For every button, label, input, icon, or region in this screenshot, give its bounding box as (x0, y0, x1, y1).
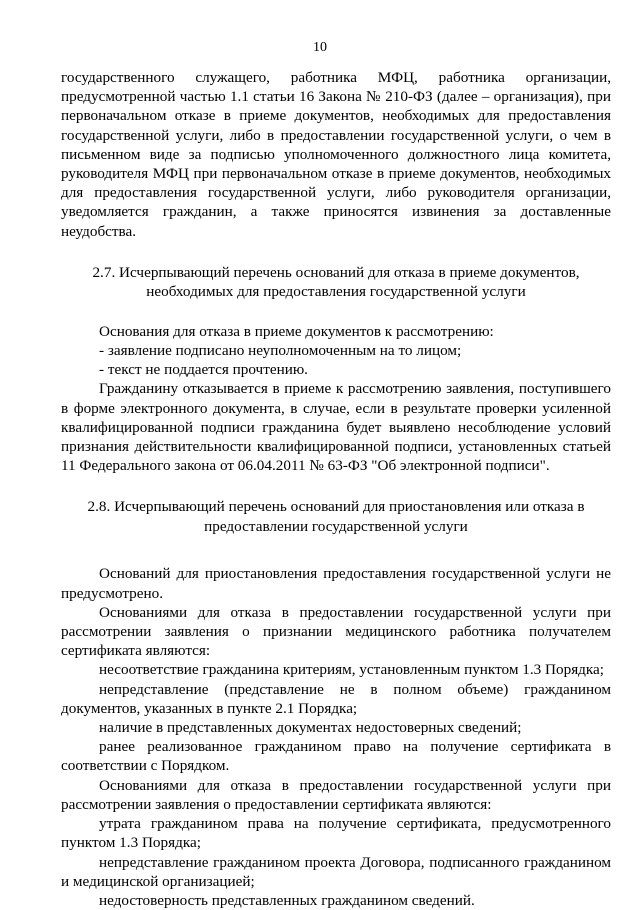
section-2-7-heading: 2.7. Исчерпывающий перечень оснований для отказа в приеме документов, необходимых для предоставления государственной услуги (92, 263, 580, 301)
section-2-8-heading: 2.8. Исчерпывающий перечень оснований для приостановления или отказа в предоставлении государственной услуги (87, 498, 585, 535)
section-2-8-paragraph: Оснований для приостановления предоставления государственной услуги не предусмотрено. (61, 565, 611, 602)
section-2-7-list-item: - заявление подписано неуполномоченным на то лицом; (99, 342, 462, 360)
section-2-8-list-item: несоответствие гражданина критериям, установленным пунктом 1.3 Порядка; (99, 661, 605, 679)
section-2-7-paragraph: Основания для отказа в приеме документов к рассмотрению: (99, 322, 494, 340)
page-number: 10 (313, 40, 327, 55)
section-2-8-paragraph: Основаниями для отказа в предоставлении государственной услуги при рассмотрении заявления о признании медицинского работника получателем сертификата являются: (61, 603, 611, 660)
section-2-8-list-item: наличие в представленных документах недостоверных сведений; (99, 719, 522, 737)
section-2-7-paragraph: Гражданину отказывается в приеме к рассмотрению заявления, поступившего в форме электронного документа, в случае, если в результате проверки усиленной квалифицированной подписи гражданина будет выявлено несоблюдение условий признания действительности квалифицированной подписи, установленных статьей 11 Федерального закона от 06.04.2011 № 63-ФЗ "Об электронной подписи". (61, 380, 611, 475)
section-2-8-list-item: утрата гражданином права на получение сертификата, предусмотренного пунктом 1.3 Порядка; (61, 815, 611, 852)
intro-paragraph: государственного служащего, работника МФЦ, работника организации, предусмотренной частью 1.1 статьи 16 Закона № 210-ФЗ (далее – организация), при первоначальном отказе в приеме документов, необходимых для предоставления государственной услуги, либо в предоставлении государственной услуги, о чем в письменном виде за подписью уполномоченного должностного лица комитета, руководителя МФЦ при первоначальном отказе в приеме документов, необходимых для предоставления государственной услуги, либо руководителя организации, уведомляется гражданин, а также приносятся извинения за доставленные неудобства. (61, 69, 611, 240)
section-2-8-list-item: ранее реализованное гражданином право на получение сертификата в соответствии с Порядком. (61, 738, 611, 775)
section-2-8-list-item: непредставление гражданином проекта Договора, подписанного гражданином и медицинской организацией; (61, 853, 611, 890)
section-2-7-list-item: - текст не поддается прочтению. (99, 361, 308, 379)
section-2-8-list-item: недостоверность представленных гражданином сведений. (99, 891, 475, 909)
section-2-8-list-item: непредставление (представление не в полном объеме) гражданином документов, указанных в пункте 2.1 Порядка; (61, 680, 611, 717)
section-2-8-paragraph: Основаниями для отказа в предоставлении государственной услуги при рассмотрении заявления о предоставлении сертификата являются: (61, 776, 611, 813)
document-body (61, 68, 611, 910)
